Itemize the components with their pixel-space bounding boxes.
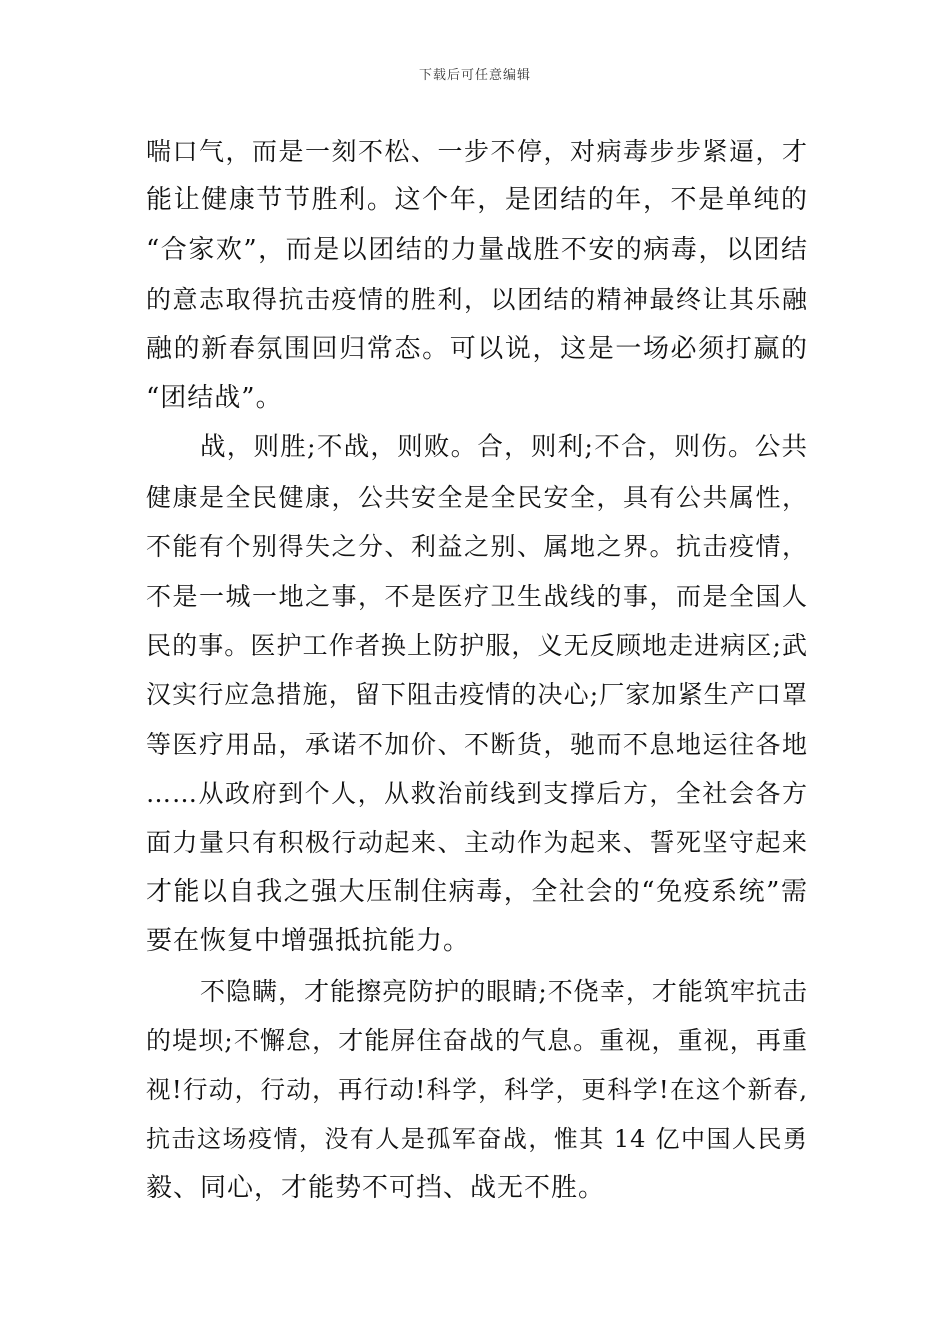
text-line: “合家欢”，而是以团结的力量战胜不安的病毒，以团结 (146, 234, 808, 265)
text-line: 的堤坝;不懈怠，才能屏住奋战的气息。重视，重视，再重 (146, 1026, 808, 1056)
text-line: 视!行动，行动，再行动!科学，科学，更科学!在这个新春, (146, 1075, 808, 1105)
text-line: 战，则胜;不战，则败。合，则利;不合，则伤。公共 (200, 432, 808, 463)
text-line: 抗击这场疫情，没有人是孤军奋战，惟其 14 亿中国人民勇 (146, 1124, 808, 1153)
document-body (146, 127, 808, 1214)
text-line: 毅、同心，才能势不可挡、战无不胜。 (146, 1173, 606, 1204)
text-line: 不隐瞒，才能擦亮防护的眼睛;不侥幸，才能筑牢抗击 (200, 976, 808, 1006)
text-line: 才能以自我之强大压制住病毒，全社会的“免疫系统”需 (146, 876, 808, 907)
text-line: 能让健康节节胜利。这个年，是团结的年，不是单纯的 (146, 185, 808, 216)
text-line: 要在恢复中增强抵抗能力。 (146, 926, 471, 957)
text-line: 面力量只有积极行动起来、主动作为起来、誓死坚守起来 (146, 828, 808, 858)
text-line: 的意志取得抗击疫情的胜利，以团结的精神最终让其乐融 (146, 285, 808, 315)
page-header: 下载后可任意编辑 (418, 68, 531, 83)
text-line: 不是一城一地之事，不是医疗卫生战线的事，而是全国人 (146, 581, 808, 611)
text-line: 民的事。医护工作者换上防护服，义无反顾地走进病区;武 (146, 630, 808, 660)
text-line: ……从政府到个人，从救治前线到支撑后方，全社会各方 (146, 779, 808, 809)
text-line: “团结战”。 (146, 382, 283, 413)
text-line: 不能有个别得失之分、利益之别、属地之界。抗击疫情， (146, 532, 808, 562)
text-line: 喘口气，而是一刻不松、一步不停，对病毒步步紧逼，才 (146, 137, 808, 166)
text-line: 融的新春氛围回归常态。可以说，这是一场必须打赢的 (146, 333, 808, 364)
text-line: 健康是全民健康，公共安全是全民安全，具有公共属性， (146, 482, 808, 512)
text-line: 汉实行应急措施，留下阻击疫情的决心;厂家加紧生产口罩 (146, 680, 808, 710)
text-line: 等医疗用品，承诺不加价、不断货，驰而不息地运往各地 (146, 729, 808, 759)
